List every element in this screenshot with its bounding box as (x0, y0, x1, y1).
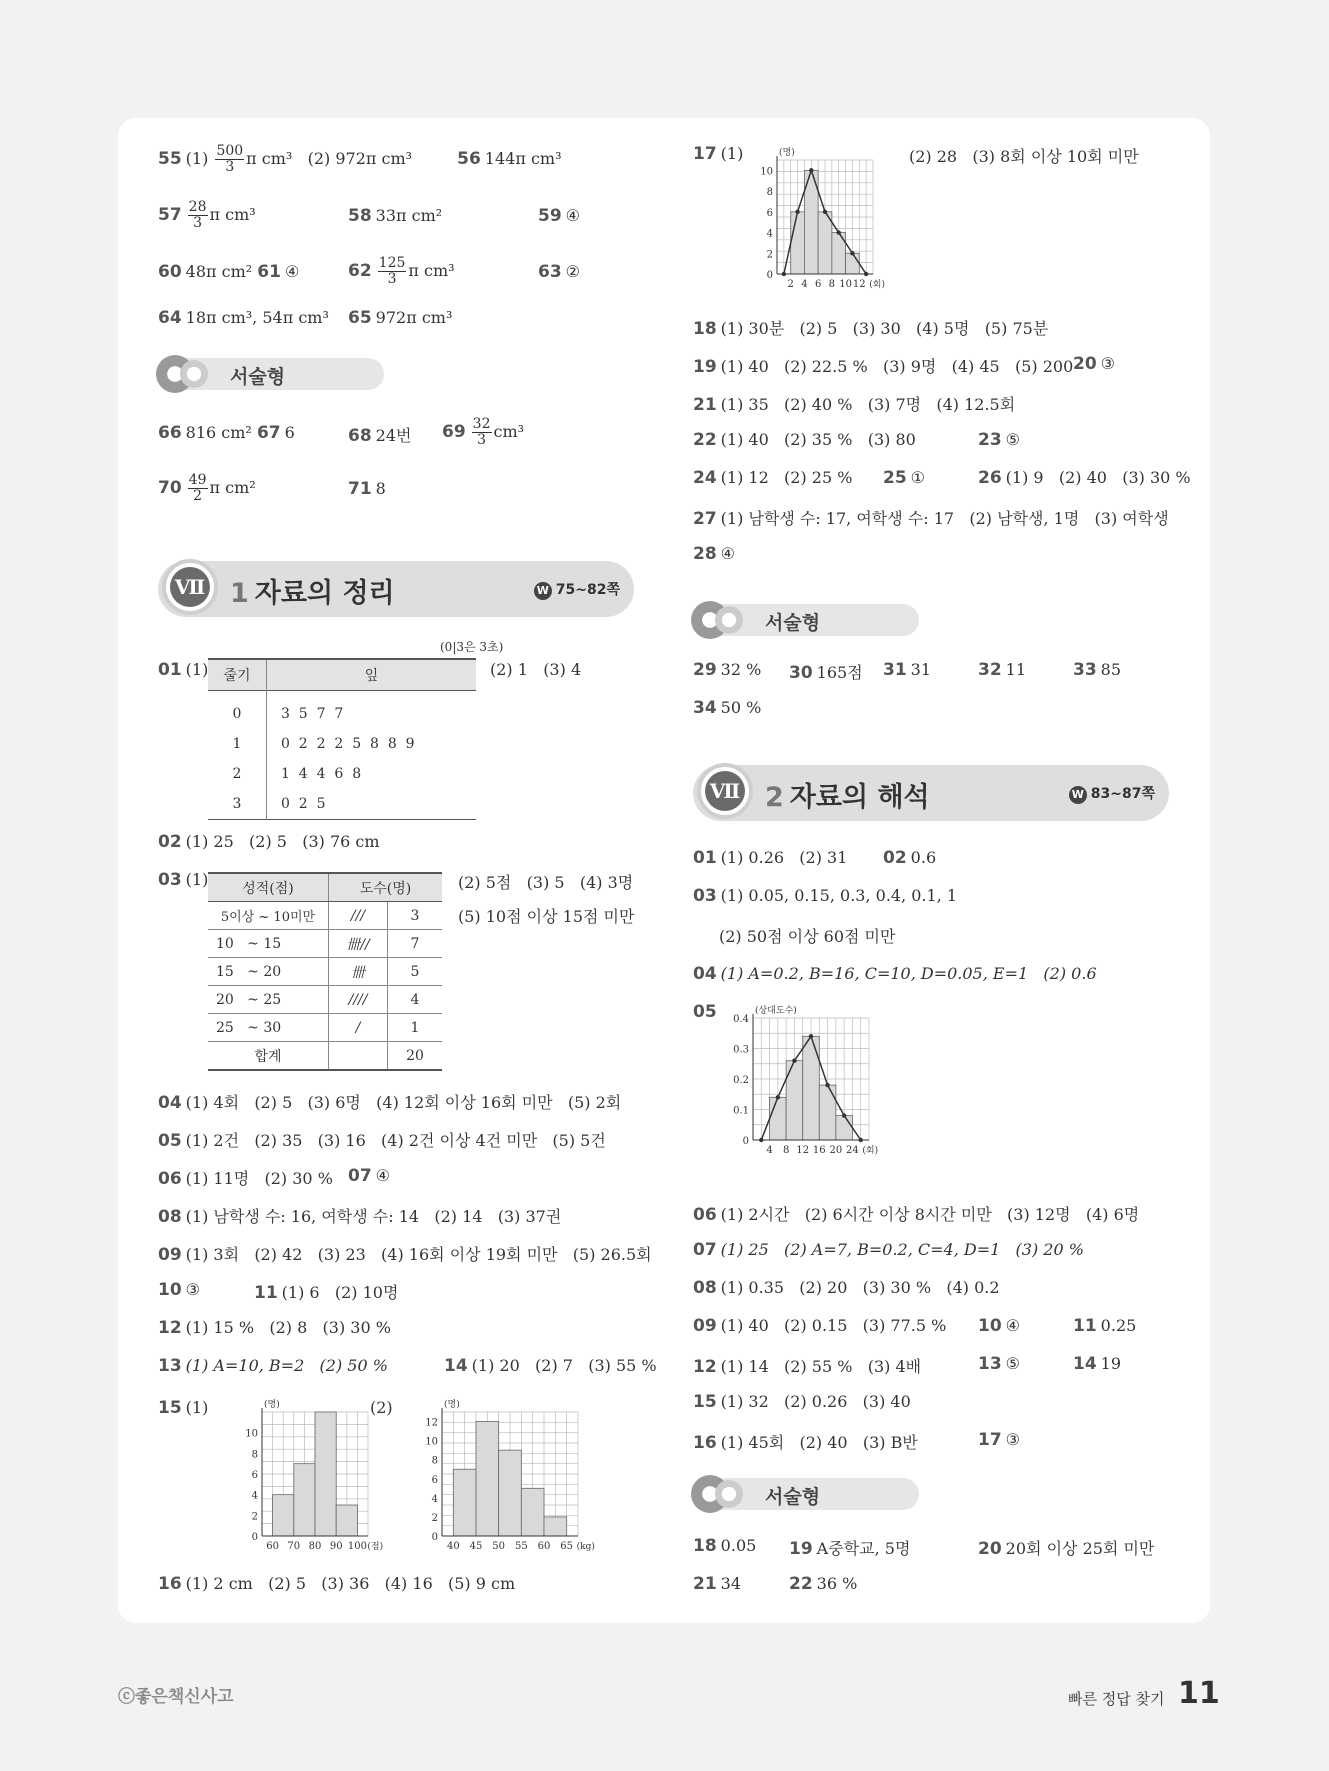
answer-s15: 15 (1) 32 (2) 0.26 (3) 40 (693, 1392, 911, 1412)
answer-70: 70 $\frac{49}{2}$ π cm² (158, 472, 256, 504)
workbook-icon: W (534, 582, 552, 600)
answer-s14: 14 19 (1073, 1354, 1122, 1374)
workbook-icon: W (1069, 786, 1087, 804)
x-axis-label: (회) (862, 1146, 879, 1156)
leaf-values: 3 5 7 7 (267, 691, 477, 730)
class-range: 10 ~ 15 (208, 930, 329, 958)
answer-63: 63 ② (538, 262, 581, 282)
answer-r23: 23 ⑤ (978, 430, 1021, 450)
section-title: 1 자료의 정리 (230, 578, 395, 609)
x-tick-label: 65 (560, 1541, 574, 1552)
stem-value: 3 (232, 796, 242, 812)
answer-s06: 06 (1) 2시간 (2) 6시간 이상 8시간 미만 (3) 12명 (4) 6명 (693, 1205, 1140, 1225)
y-tick-label: 12 (425, 1417, 438, 1429)
answer-07: 07 ④ (348, 1166, 391, 1186)
answer-14: 14 (1) 20 (2) 7 (3) 55 % (444, 1356, 657, 1376)
tally: / (329, 1014, 388, 1042)
answer-02: 02 (1) 25 (2) 5 (3) 76 cm (158, 832, 380, 852)
histogram-bar (836, 1116, 853, 1140)
tally: 卌 (329, 958, 388, 986)
x-tick-label: 45 (469, 1541, 483, 1552)
answer-r25: 25 ① (883, 468, 926, 488)
x-tick-label: 12 (852, 279, 866, 290)
x-tick-label: 60 (537, 1541, 551, 1552)
answer-55: 55 (1) $\frac{500}{3}$ π cm³ (2) 972π cm³ 56 144π cm³ (158, 143, 562, 175)
histogram-q15-1 (226, 1396, 396, 1558)
polygon-point (842, 1113, 846, 1117)
roman-numeral-badge: Ⅶ (162, 559, 218, 615)
x-tick-label: 70 (287, 1541, 301, 1552)
answer-09: 09 (1) 3회 (2) 42 (3) 23 (4) 16회 이상 19회 미만 (5) 26.5회 (158, 1245, 652, 1265)
histogram-polygon-s05 (717, 1002, 897, 1162)
class-range: 15 ~ 20 (208, 958, 329, 986)
answer-r19: 19 (1) 40 (2) 22.5 % (3) 9명 (4) 45 (5) 200 (693, 357, 1074, 377)
answer-r18: 18 (1) 30분 (2) 5 (3) 30 (4) 5명 (5) 75분 (693, 319, 1049, 339)
histogram-bar (846, 253, 860, 274)
badge-icon (715, 1480, 743, 1508)
fraction: $\frac{49}{2}$ (188, 472, 207, 504)
answer-r17-rest: (2) 28 (3) 8회 이상 10회 미만 (909, 147, 1139, 166)
answer-s22: 22 36 % (789, 1574, 858, 1594)
y-tick-label: 10 (760, 166, 773, 178)
stem-leaf-plot (208, 658, 476, 820)
x-tick-label: 60 (266, 1541, 279, 1552)
y-tick-label: 0 (742, 1136, 749, 1147)
x-tick-label: 80 (308, 1541, 322, 1552)
x-tick-label: 16 (812, 1145, 826, 1156)
answer-s20: 20 20회 이상 25회 미만 (978, 1539, 1155, 1559)
answer-59: 59 ④ (538, 206, 581, 226)
answer-s10: 10 ④ (978, 1316, 1021, 1336)
polygon-point (792, 1059, 796, 1063)
answer-s04: 04 (1) A=0.2, B=16, C=10, D=0.05, E=1 (2) 0.6 (693, 964, 1097, 984)
x-tick-label: 90 (329, 1541, 343, 1552)
tally: //// (329, 986, 388, 1014)
histogram-bar (499, 1450, 522, 1536)
histogram-polygon-r17 (741, 144, 901, 296)
answer-03-rest2: (5) 10점 이상 15점 미만 (458, 907, 635, 926)
y-axis-label: (명) (264, 1400, 280, 1410)
answer-r17-label: 17 (1) (693, 144, 744, 164)
count-header: 도수(명) (329, 873, 443, 902)
answer-64: 64 18π cm³, 54π cm³ (158, 308, 329, 328)
tally: /// (329, 902, 388, 930)
answer-r20: 20 ③ (1073, 354, 1116, 374)
y-tick-label: 6 (766, 207, 773, 219)
answer-69: 69 $\frac{32}{3}$ cm³ (442, 416, 525, 448)
y-tick-label: 6 (431, 1474, 438, 1486)
answer-s03-2: (2) 50점 이상 60점 미만 (719, 927, 896, 946)
fraction: $\frac{125}{3}$ (378, 255, 406, 287)
answer-s12: 12 (1) 14 (2) 55 % (3) 4배 (693, 1357, 922, 1377)
answer-s18: 18 0.05 (693, 1536, 757, 1556)
essay-badge: 서술형 (693, 604, 919, 636)
answer-06: 06 (1) 11명 (2) 30 % (158, 1169, 333, 1189)
answer-12: 12 (1) 15 % (2) 8 (3) 30 % (158, 1318, 391, 1338)
answer-r32: 32 11 (978, 660, 1027, 680)
x-tick-label: 4 (801, 279, 808, 290)
answer-05: 05 (1) 2건 (2) 35 (3) 16 (4) 2건 이상 4건 미만 (5) 5건 (158, 1131, 606, 1151)
histogram-bar (476, 1422, 499, 1536)
answer-01-label: 01 (1) (158, 660, 209, 680)
answer-71: 71 8 (348, 479, 386, 499)
y-tick-label: 0 (766, 270, 773, 281)
tally: 卌// (329, 930, 388, 958)
x-axis-label: (점) (367, 1542, 384, 1552)
histogram-bar (453, 1469, 476, 1536)
y-tick-label: 10 (425, 1436, 438, 1448)
page-range: W 75~82쪽 (534, 579, 620, 600)
page-range: W 83~87쪽 (1069, 783, 1155, 804)
y-tick-label: 0.1 (733, 1105, 749, 1117)
y-axis-label: (명) (779, 148, 795, 158)
answer-15-label: 15 (1) (158, 1398, 209, 1418)
histogram-bar (315, 1412, 336, 1536)
answer-10: 10 ③ (158, 1280, 201, 1300)
tally (329, 1042, 388, 1071)
x-tick-label: 100 (347, 1541, 367, 1552)
histogram-bar (521, 1488, 544, 1536)
histogram-bar (819, 1085, 836, 1140)
y-tick-label: 0.3 (733, 1044, 749, 1056)
stem-value: 0 (232, 706, 242, 722)
leaf-header: 잎 (267, 659, 477, 691)
class-range: 25 ~ 30 (208, 1014, 329, 1042)
essay-badge: 서술형 (693, 1478, 919, 1510)
x-tick-label: 55 (514, 1541, 528, 1552)
answer-65: 65 972π cm³ (348, 308, 453, 328)
y-tick-label: 4 (251, 1490, 258, 1502)
answer-s13: 13 ⑤ (978, 1354, 1021, 1374)
y-tick-label: 0 (251, 1532, 258, 1543)
histogram-bar (336, 1505, 357, 1536)
x-axis-label: (kg) (576, 1542, 595, 1552)
polygon-point (776, 1095, 780, 1099)
fraction: $\frac{500}{3}$ (216, 143, 244, 175)
answer-r33: 33 85 (1073, 660, 1122, 680)
answer-s02: 02 0.6 (883, 848, 937, 868)
class-range: 20 ~ 25 (208, 986, 329, 1014)
answer-03-label: 03 (1) (158, 870, 209, 890)
answer-r31: 31 31 (883, 660, 932, 680)
answer-16: 16 (1) 2 cm (2) 5 (3) 36 (4) 16 (5) 9 cm (158, 1574, 516, 1594)
frequency-table (208, 872, 442, 1071)
answer-01-rest: (2) 1 (3) 4 (490, 660, 582, 679)
count: 4 (388, 986, 443, 1014)
answer-11: 11 (1) 6 (2) 10명 (254, 1283, 399, 1303)
answer-r22: 22 (1) 40 (2) 35 % (3) 80 (693, 430, 916, 450)
x-tick-label: 40 (446, 1541, 460, 1552)
answer-03-rest1: (2) 5점 (3) 5 (4) 3명 (458, 873, 634, 892)
x-tick-label: 8 (782, 1145, 790, 1156)
answer-60-61: 60 48π cm² 61 ④ (158, 262, 300, 282)
histogram-bar (791, 212, 805, 274)
section-title: 2 자료의 해석 (765, 782, 930, 813)
y-tick-label: 0 (431, 1532, 438, 1543)
page-number: 11 (1178, 1676, 1220, 1711)
answer-sheet (118, 118, 1210, 1623)
x-tick-label: 4 (766, 1145, 773, 1156)
polygon-point (809, 1034, 813, 1038)
y-tick-label: 6 (251, 1470, 258, 1481)
histogram-bar (818, 212, 832, 274)
y-tick-label: 2 (766, 249, 773, 261)
histogram-q15-2 (406, 1396, 606, 1558)
count: 20 (388, 1042, 443, 1071)
y-tick-label: 2 (251, 1511, 258, 1523)
answer-s17: 17 ③ (978, 1430, 1021, 1450)
answer-13: 13 (1) A=10, B=2 (2) 50 % (158, 1356, 388, 1376)
count: 7 (388, 930, 443, 958)
answer-s07: 07 (1) 25 (2) A=7, B=0.2, C=4, D=1 (3) 20 % (693, 1240, 1084, 1260)
histogram-bar (294, 1464, 315, 1536)
leaf-values: 0 2 2 2 5 8 8 9 (267, 729, 477, 759)
count: 1 (388, 1014, 443, 1042)
y-axis-label: (명) (444, 1400, 460, 1410)
answer-r26: 26 (1) 9 (2) 40 (3) 30 % (978, 468, 1191, 488)
y-tick-label: 0.4 (733, 1014, 749, 1025)
range-header: 성적(점) (208, 873, 329, 902)
histogram-bar (544, 1517, 567, 1536)
x-tick-label: 24 (846, 1145, 859, 1156)
y-tick-label: 4 (766, 228, 773, 240)
count: 3 (388, 902, 443, 930)
x-tick-label: 2 (787, 279, 794, 290)
polygon-point (795, 210, 799, 214)
roman-numeral-badge: Ⅶ (697, 763, 753, 819)
leaf-values: 1 4 4 6 8 (267, 759, 477, 789)
answer-57: 57 $\frac{28}{3}$ π cm³ (158, 199, 256, 231)
stem-header: 줄기 (223, 668, 251, 684)
y-tick-label: 8 (766, 187, 773, 199)
answer-r27: 27 (1) 남학생 수: 17, 여학생 수: 17 (2) 남학생, 1명 (3) 여학생 (693, 509, 1169, 529)
y-tick-label: 0.2 (733, 1075, 749, 1086)
answer-r21: 21 (1) 35 (2) 40 % (3) 7명 (4) 12.5회 (693, 395, 1016, 415)
y-tick-label: 2 (431, 1512, 438, 1524)
stem-leaf-note: (0|3은 3초) (440, 640, 504, 654)
polygon-point (809, 168, 813, 172)
class-range: 5이상 ~ 10미만 (208, 902, 329, 930)
answer-68: 68 24번 (348, 426, 412, 446)
x-tick-label: 8 (828, 279, 836, 290)
fraction: $\frac{28}{3}$ (188, 199, 207, 231)
answer-62: 62 $\frac{125}{3}$ π cm³ (348, 255, 455, 287)
polygon-point (823, 210, 827, 214)
stem-value: 1 (232, 736, 242, 752)
publisher-logo: ⓒ좋은책신사고 (118, 1687, 234, 1707)
footer-label: 빠른 정답 찾기 (1068, 1690, 1165, 1708)
answer-04: 04 (1) 4회 (2) 5 (3) 6명 (4) 12회 이상 16회 미만 (5) 2회 (158, 1093, 622, 1113)
fraction: $\frac{32}{3}$ (472, 416, 491, 448)
x-axis-label: (회) (869, 280, 886, 290)
answer-08: 08 (1) 남학생 수: 16, 여학생 수: 14 (2) 14 (3) 37권 (158, 1207, 562, 1227)
answer-s21: 21 34 (693, 1574, 742, 1594)
section-header-data-interpretation (693, 765, 1169, 821)
answer-s19: 19 A중학교, 5명 (789, 1539, 911, 1559)
answer-66-67: 66 816 cm² 67 6 (158, 423, 295, 443)
essay-badge: 서술형 (158, 358, 384, 390)
polygon-point (837, 230, 841, 234)
y-tick-label: 8 (431, 1455, 438, 1467)
histogram-bar (770, 1097, 787, 1140)
total-label: 합계 (208, 1042, 329, 1071)
polygon-point (850, 251, 854, 255)
answer-s05-label: 05 (693, 1002, 717, 1022)
answer-s11: 11 0.25 (1073, 1316, 1137, 1336)
answer-s03: 03 (1) 0.05, 0.15, 0.3, 0.4, 0.1, 1 (693, 886, 958, 906)
section-header-data-organization (158, 561, 634, 617)
x-tick-label: 6 (814, 279, 822, 290)
polygon-point (825, 1083, 829, 1087)
y-axis-label: (상대도수) (755, 1006, 797, 1016)
answer-s16: 16 (1) 45회 (2) 40 (3) B반 (693, 1433, 918, 1453)
y-tick-label: 10 (245, 1428, 258, 1440)
badge-icon (180, 360, 208, 388)
answer-r30: 30 165점 (789, 663, 863, 683)
count: 5 (388, 958, 443, 986)
answer-s08: 08 (1) 0.35 (2) 20 (3) 30 % (4) 0.2 (693, 1278, 1000, 1298)
x-tick-label: 12 (796, 1145, 810, 1156)
badge-icon (715, 606, 743, 634)
answer-58: 58 33π cm² (348, 206, 443, 226)
answer-r24: 24 (1) 12 (2) 25 % (693, 468, 853, 488)
answer-s01: 01 (1) 0.26 (2) 31 (693, 848, 848, 868)
answer-s09: 09 (1) 40 (2) 0.15 (3) 77.5 % (693, 1316, 947, 1336)
answer-r34: 34 50 % (693, 698, 762, 718)
leaf-values: 0 2 5 (267, 789, 477, 820)
stem-value: 2 (232, 766, 242, 782)
x-tick-label: 10 (839, 279, 852, 290)
x-tick-label: 20 (829, 1145, 843, 1156)
answer-r28: 28 ④ (693, 544, 736, 564)
y-tick-label: 8 (251, 1449, 258, 1461)
x-tick-label: 50 (492, 1541, 506, 1552)
histogram-bar (273, 1495, 294, 1536)
answer-15-2-label: (2) (370, 1398, 393, 1417)
y-tick-label: 4 (431, 1493, 438, 1505)
answer-r29: 29 32 % (693, 660, 762, 680)
